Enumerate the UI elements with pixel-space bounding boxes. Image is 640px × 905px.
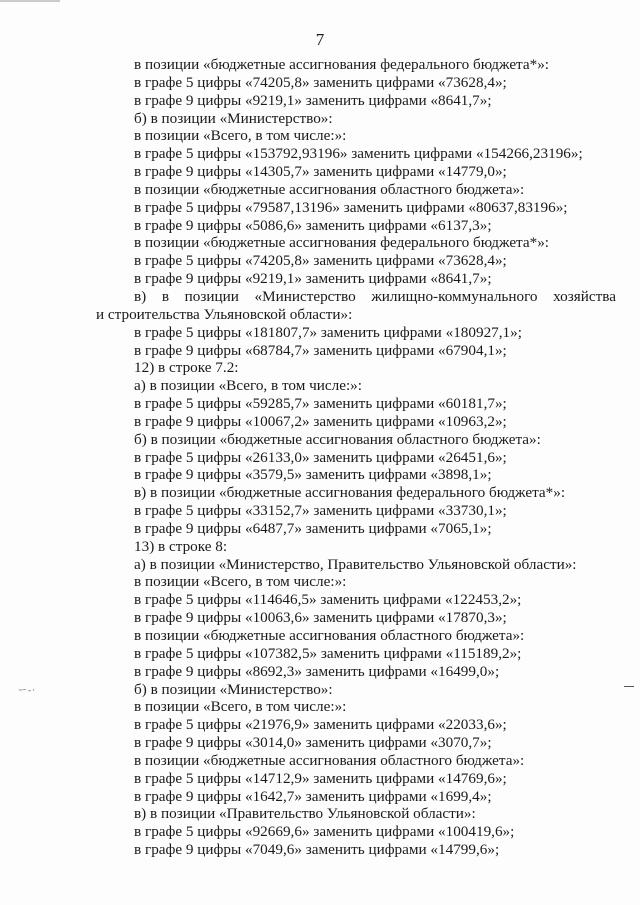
text-line: в графе 9 цифры «5086,6» заменить цифрами «6137,3»;: [134, 216, 492, 234]
text-line: в позиции «Всего, в том числе:»:: [134, 698, 347, 716]
paragraph-group-before: [96, 56, 616, 288]
text-line: в) в позиции «бюджетные ассигнования федерального бюджета*»:: [134, 484, 566, 502]
page-number: 7: [315, 30, 325, 49]
text-line: в графе 5 цифры «74205,8» заменить цифрами «73628,4»;: [134, 73, 507, 91]
text-line: в графе 5 цифры «26133,0» заменить цифрами «26451,6»;: [134, 448, 507, 466]
justified-word: хозяйства: [553, 287, 616, 305]
text-line: в графе 5 цифры «153792,93196» заменить цифрами «154266,23196»;: [134, 145, 583, 163]
margin-mark: ー-·: [18, 685, 36, 695]
text-line: в графе 9 цифры «8692,3» заменить цифрами «16499,0»;: [134, 662, 500, 680]
text-line: 12) в строке 7.2:: [134, 359, 239, 377]
text-line: в) в позиции «Правительство Ульяновской области»:: [134, 805, 476, 823]
justified-word: жилищно-коммунального: [371, 287, 538, 305]
text-line: в позиции «Всего, в том числе:»:: [134, 573, 347, 591]
continuation-line: и строительства Ульяновской области»:: [96, 305, 353, 323]
text-line: в графе 5 цифры «92669,6» заменить цифрами «100419,6»;: [134, 823, 515, 841]
text-line: в графе 5 цифры «59285,7» заменить цифрами «60181,7»;: [134, 395, 507, 413]
paragraph-group-after: [96, 324, 616, 859]
text-line: в графе 9 цифры «9219,1» заменить цифрами «8641,7»;: [134, 91, 492, 109]
text-line: в графе 9 цифры «7049,6» заменить цифрами «14799,6»;: [134, 841, 500, 859]
text-line: в графе 9 цифры «9219,1» заменить цифрами «8641,7»;: [134, 270, 492, 288]
justified-word: «Министерство: [254, 287, 356, 305]
text-line: 13) в строке 8:: [134, 537, 228, 555]
text-line: в графе 9 цифры «68784,7» заменить цифрами «67904,1»;: [134, 341, 507, 359]
text-line: в графе 5 цифры «74205,8» заменить цифрами «73628,4»;: [134, 252, 507, 270]
text-line: в графе 5 цифры «21976,9» заменить цифрами «22033,6»;: [134, 716, 507, 734]
text-line: в графе 9 цифры «6487,7» заменить цифрами «7065,1»;: [134, 519, 492, 537]
text-line: в позиции «бюджетные ассигнования областного бюджета»:: [134, 627, 525, 644]
text-line: в позиции «Всего, в том числе:»:: [134, 127, 347, 145]
text-line: в графе 9 цифры «1642,7» заменить цифрами «1699,4»;: [134, 787, 492, 805]
text-line: в графе 9 цифры «10063,6» заменить цифрами «17870,3»;: [134, 609, 507, 627]
text-line: в позиции «бюджетные ассигнования областного бюджета»:: [134, 751, 525, 769]
justified-word: позиции: [184, 287, 239, 305]
text-line: в графе 5 цифры «33152,7» заменить цифрами «33730,1»;: [134, 502, 507, 520]
text-line: в графе 5 цифры «107382,5» заменить цифрами «115189,2»;: [134, 644, 522, 662]
justified-word: в): [134, 287, 147, 305]
document-body: [96, 56, 616, 859]
justified-word: в: [161, 287, 170, 305]
justified-line: [96, 288, 616, 306]
text-line: в позиции «бюджетные ассигнования областного бюджета»:: [134, 180, 525, 198]
text-line: б) в позиции «Министерство»:: [134, 109, 333, 127]
scan-artifact-line: [0, 0, 60, 2]
text-line: в графе 9 цифры «10067,2» заменить цифрами «10963,2»;: [134, 412, 507, 430]
text-line: в графе 9 цифры «3014,0» заменить цифрами «3070,7»;: [134, 734, 492, 752]
text-line: а) в позиции «Министерство, Правительство Ульяновской области»:: [134, 555, 577, 573]
text-line: в графе 5 цифры «14712,9» заменить цифрами «14769,6»;: [134, 769, 507, 787]
text-line: в графе 5 цифры «181807,7» заменить цифрами «180927,1»;: [134, 323, 522, 341]
text-line: в графе 9 цифры «14305,7» заменить цифрами «14779,0»;: [134, 163, 507, 181]
text-line: а) в позиции «Всего, в том числе:»:: [134, 377, 362, 395]
text-line: в позиции «бюджетные ассигнования федерального бюджета*»:: [134, 234, 550, 252]
text-line: б) в позиции «бюджетные ассигнования областного бюджета»:: [134, 430, 541, 448]
text-line: в графе 5 цифры «114646,5» заменить цифрами «122453,2»;: [134, 591, 522, 609]
text-line: в позиции «бюджетные ассигнования федерального бюджета*»:: [134, 56, 550, 73]
text-line: в графе 5 цифры «79587,13196» заменить цифрами «80637,83196»;: [134, 198, 568, 216]
text-line: в графе 9 цифры «3579,5» заменить цифрами «3898,1»;: [134, 466, 492, 484]
margin-dash: [624, 686, 634, 687]
text-line: б) в позиции «Министерство»:: [134, 680, 333, 698]
